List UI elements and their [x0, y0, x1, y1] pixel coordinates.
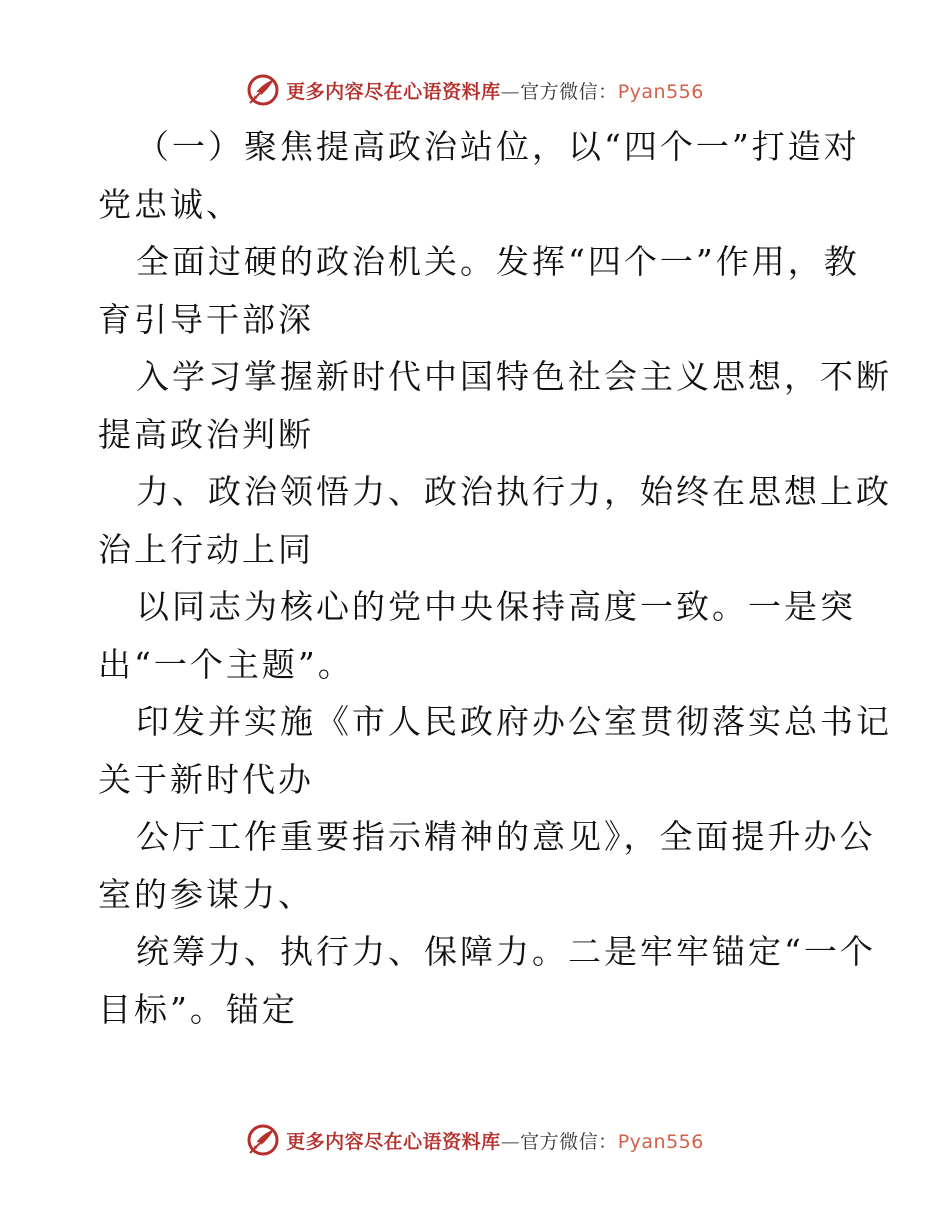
header-wechat-id: Pyan556	[617, 80, 704, 103]
header-text	[286, 77, 704, 104]
text-line: 入学习掌握新时代中国特色社会主义思想，不断	[136, 357, 892, 396]
footer-banner	[0, 1120, 950, 1160]
footer-wechat-id: Pyan556	[617, 1130, 704, 1153]
document-body	[98, 118, 892, 1038]
header-brand: 更多内容尽在心语资料库	[286, 80, 501, 103]
footer-dash: —	[500, 1130, 521, 1153]
text-line: 提高政治判断	[98, 414, 314, 454]
text-line: 以同志为核心的党中央保持高度一致。一是突	[136, 587, 856, 626]
text-line: （一）聚焦提高政治站位，以“四个一”打造对	[136, 127, 860, 166]
header-wechat-label: 官方微信：	[520, 80, 618, 103]
text-line: 统筹力、执行力、保障力。二是牢牢锚定“一个	[136, 932, 876, 971]
text-line: 印发并实施《市人民政府办公室贯彻落实总书记	[136, 702, 892, 741]
footer-text	[286, 1127, 704, 1154]
text-line: 育引导干部深	[98, 299, 314, 339]
footer-wechat-label: 官方微信：	[520, 1130, 618, 1153]
text-line: 室的参谋力、	[98, 874, 314, 914]
text-line: 关于新时代办	[98, 759, 314, 799]
ink-drop-pen-icon	[246, 1123, 280, 1157]
header-banner	[0, 70, 950, 110]
text-line: 出“一个主题”。	[98, 644, 354, 684]
footer-brand: 更多内容尽在心语资料库	[286, 1130, 501, 1153]
ink-drop-pen-icon	[246, 73, 280, 107]
header-dash: —	[500, 80, 521, 103]
text-line: 治上行动上同	[98, 529, 314, 569]
text-line: 公厅工作重要指示精神的意见》，全面提升办公	[136, 817, 876, 856]
text-line: 目标”。锚定	[98, 989, 298, 1029]
text-line: 力、政治领悟力、政治执行力，始终在思想上政	[136, 472, 892, 511]
text-line: 全面过硬的政治机关。发挥“四个一”作用，教	[136, 242, 860, 281]
text-line: 党忠诚、	[98, 184, 242, 224]
